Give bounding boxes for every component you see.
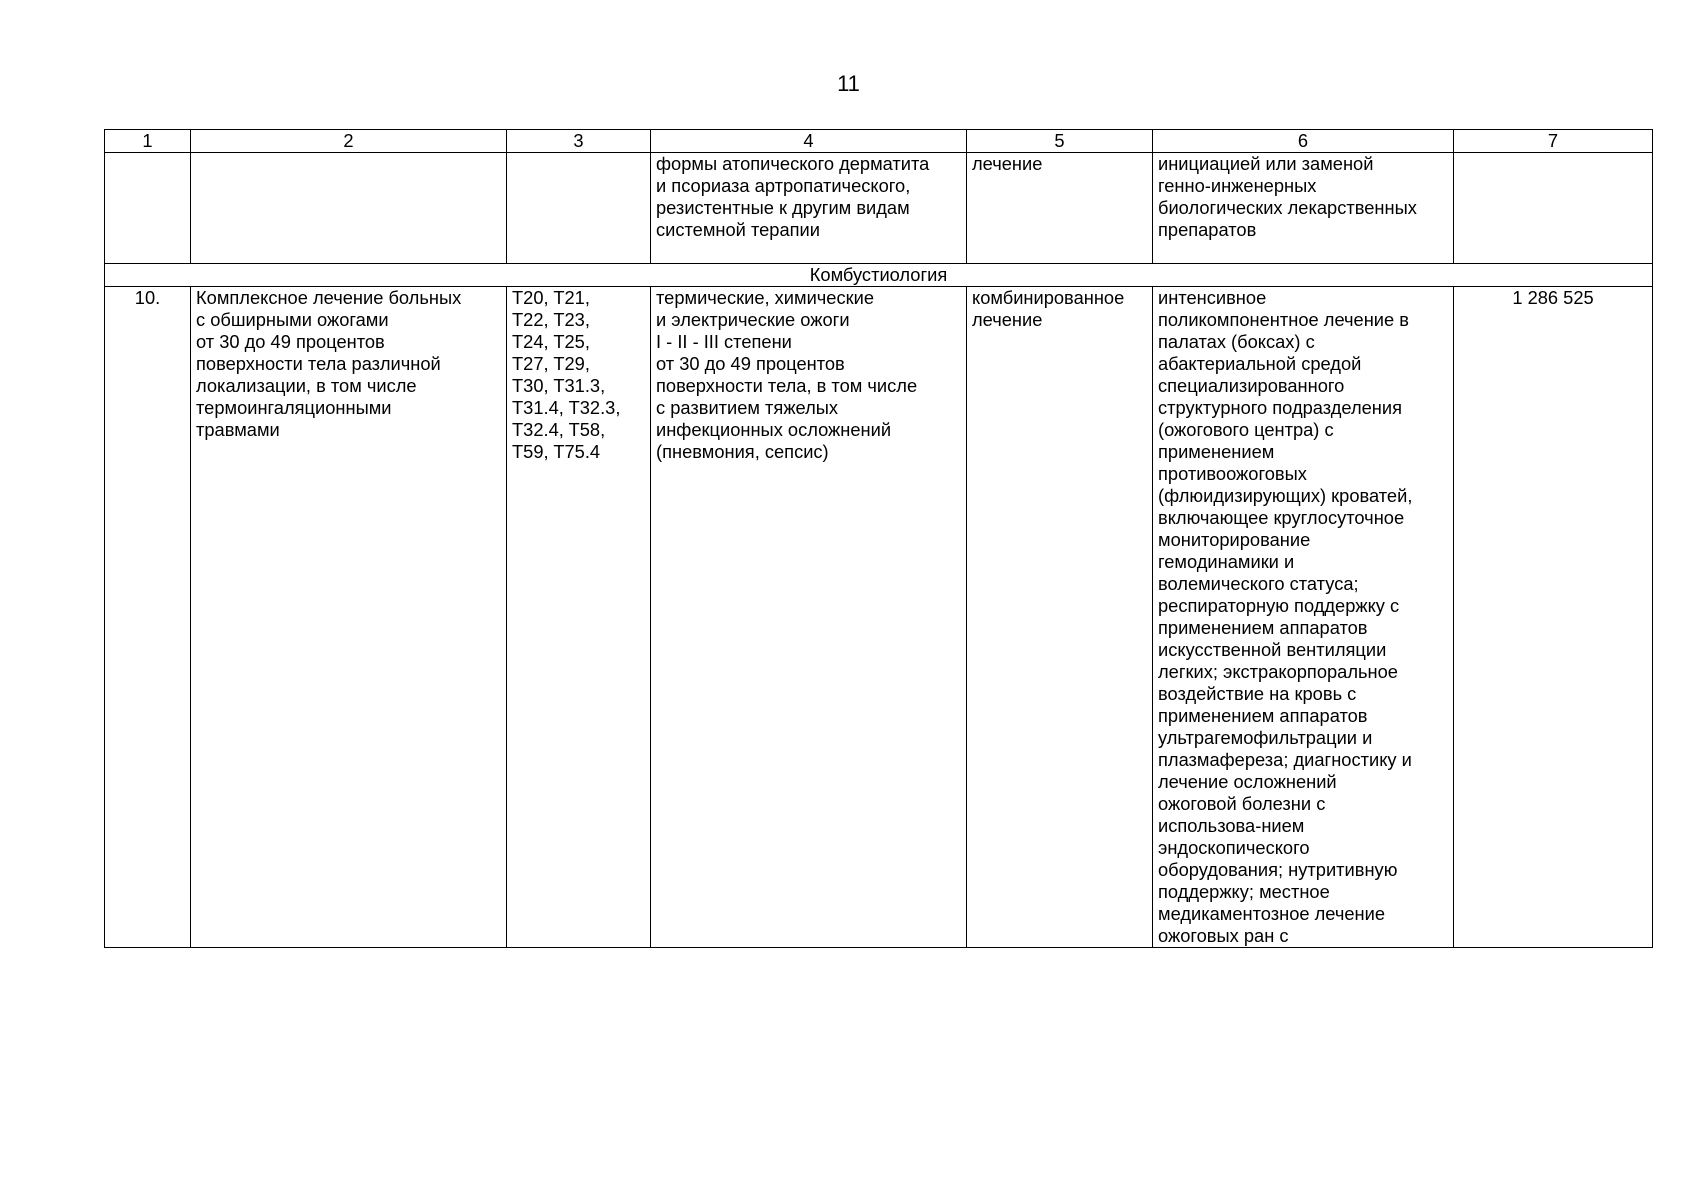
treatment-type-cell: лечение [967,153,1153,264]
column-number: 2 [191,130,507,153]
treatment-method-cell: интенсивное поликомпонентное лечение в палатах (боксах) с абактериальной средой специализированного структурного подразделения (ожогового центра) с применением противоожоговых (флюидизирующих) кроватей, включающее круглосуточное мониторирование гемодинамики и волемического статуса; респираторную поддержку с применением аппаратов искусственной вентиляции легких; экстракорпоральное воздействие на кровь с применением аппаратов ультрагемофильтрации и плазмафереза; диагностику и лечение осложнений ожоговой болезни с использова-нием эндоскопического оборудования; нутритивную поддержку; местное медикаментозное лечение ожоговых ран с [1153,287,1454,948]
row-number-cell [105,153,191,264]
section-row [105,264,1653,287]
section-title: Комбустиология [105,264,1653,287]
column-number: 4 [651,130,967,153]
care-type-cell: Комплексное лечение больных с обширными ожогами от 30 до 49 процентов поверхности тела различной локализации, в том числе термоингаляционными травмами [191,287,507,948]
table-row [105,153,1653,264]
cost-cell: 1 286 525 [1454,287,1653,948]
medical-care-table [104,129,1653,948]
icd-codes-cell: T20, T21, T22, T23, T24, T25, T27, T29, T30, T31.3, T31.4, T32.3, T32.4, T58, T59, T75.4 [507,287,651,948]
column-number: 7 [1454,130,1653,153]
icd-codes-cell [507,153,651,264]
care-type-cell [191,153,507,264]
treatment-type-cell: комбинированное лечение [967,287,1153,948]
page-number: 11 [837,71,860,96]
treatment-method-cell: инициацией или заменой генно-инженерных биологических лекарственных препаратов [1153,153,1454,264]
cost-cell [1454,153,1653,264]
column-number: 1 [105,130,191,153]
patient-model-cell: формы атопического дерматита и псориаза артропатического, резистентные к другим видам системной терапии [651,153,967,264]
column-number: 5 [967,130,1153,153]
column-number: 3 [507,130,651,153]
table-row [105,287,1653,948]
column-number: 6 [1153,130,1454,153]
row-number-cell: 10. [105,287,191,948]
column-number-row [105,130,1653,153]
patient-model-cell: термические, химические и электрические ожоги I - II - III степени от 30 до 49 процентов поверхности тела, в том числе с развитием тяжелых инфекционных осложнений (пневмония, сепсис) [651,287,967,948]
